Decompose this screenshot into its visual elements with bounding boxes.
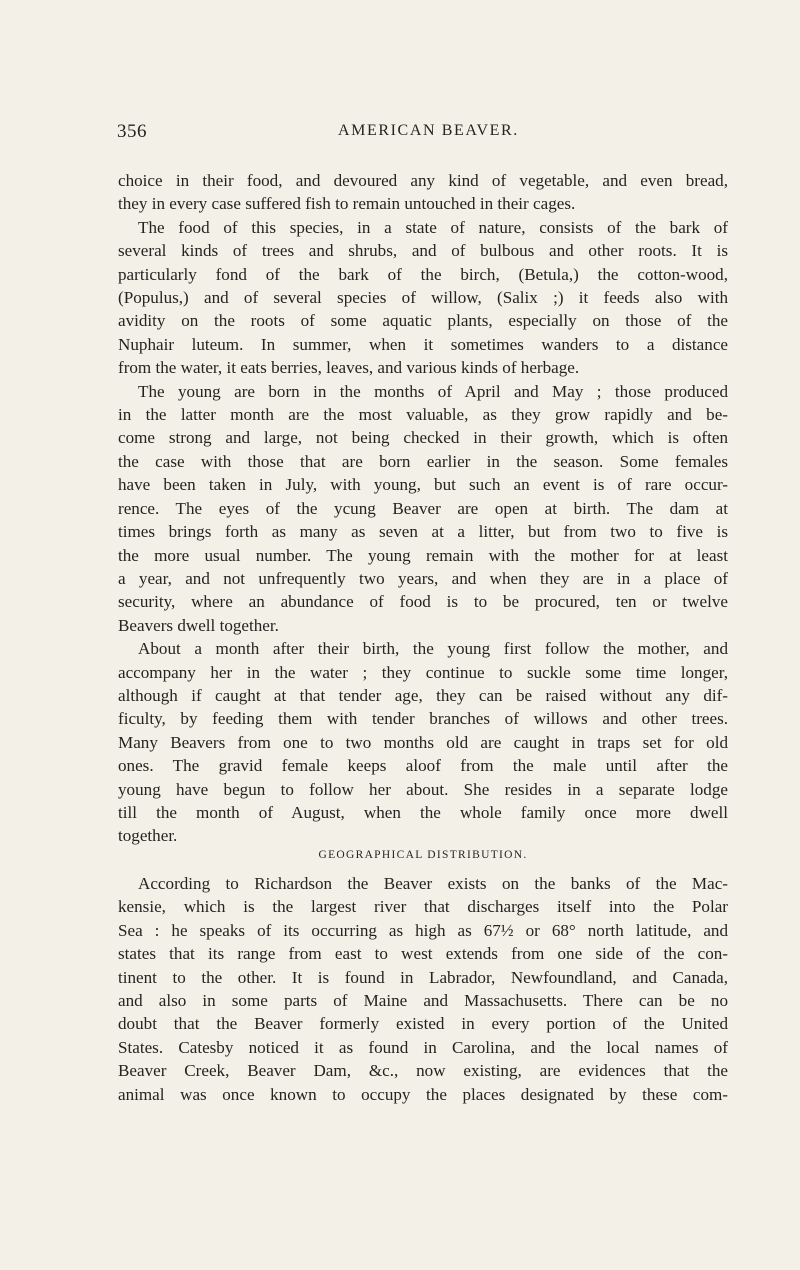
- text-line: According to Richardson the Beaver exists on the banks of the Mac-: [138, 874, 728, 893]
- text-line: Beaver Creek, Beaver Dam, &c., now existing, are evidences that the: [118, 1061, 728, 1081]
- text-line: avidity on the roots of some aquatic plants, especially on those of the: [118, 311, 728, 331]
- text-line: the case with those that are born earlier in the season. Some females: [118, 451, 728, 471]
- text-line: ones. The gravid female keeps aloof from the male until after the: [118, 756, 728, 776]
- text-line: young have begun to follow her about. She resides in a separate lodge: [118, 779, 728, 799]
- page-number: 356: [117, 121, 147, 142]
- text-line: the more usual number. The young remain with the mother for at least: [118, 545, 728, 565]
- text-line: Beavers dwell together.: [118, 615, 279, 635]
- text-line: have been taken in July, with young, but such an event is of rare occur-: [118, 475, 728, 495]
- body-text-geographical: [118, 872, 728, 1106]
- body-text: [118, 169, 728, 848]
- running-head: AMERICAN BEAVER.: [338, 122, 519, 139]
- text-line: although if caught at that tender age, they can be raised without any dif-: [118, 685, 728, 705]
- text-line: Many Beavers from one to two months old are caught in traps set for old: [118, 732, 728, 752]
- text-line: they in every case suffered fish to remain untouched in their cages.: [118, 194, 576, 214]
- text-line: till the month of August, when the whole family once more dwell: [118, 802, 728, 822]
- text-line: tinent to the other. It is found in Labrador, Newfoundland, and Canada,: [118, 967, 728, 987]
- text-line: and also in some parts of Maine and Massachusetts. There can be no: [118, 991, 728, 1011]
- text-line: a year, and not unfrequently two years, and when they are in a place of: [118, 568, 728, 588]
- text-line: come strong and large, not being checked in their growth, which is often: [118, 428, 728, 448]
- text-line: particularly fond of the bark of the birch, (Betula,) the cotton-wood,: [118, 264, 728, 284]
- text-line: The young are born in the months of April and May ; those produced: [138, 381, 728, 401]
- text-line: times brings forth as many as seven at a litter, but from two to five is: [118, 522, 728, 542]
- text-line: security, where an abundance of food is to be procured, ten or twelve: [118, 592, 728, 612]
- text-line: kensie, which is the largest river that discharges itself into the Polar: [118, 897, 728, 917]
- text-line: in the latter month are the most valuable, as they grow rapidly and be-: [118, 405, 728, 425]
- text-line: Nuphair luteum. In summer, when it sometimes wanders to a distance: [118, 334, 728, 354]
- text-line: ficulty, by feeding them with tender branches of willows and other trees.: [118, 709, 728, 729]
- text-line: several kinds of trees and shrubs, and of bulbous and other roots. It is: [118, 241, 728, 261]
- text-line: accompany her in the water ; they continue to suckle some time longer,: [118, 662, 728, 682]
- text-line: States. Catesby noticed it as found in Carolina, and the local names of: [118, 1037, 728, 1057]
- text-line: About a month after their birth, the young first follow the mother, and: [138, 639, 728, 659]
- text-line: (Populus,) and of several species of willow, (Salix ;) it feeds also with: [118, 288, 728, 308]
- text-line: states that its range from east to west extends from one side of the con-: [118, 944, 728, 964]
- text-line: choice in their food, and devoured any kind of vegetable, and even bread,: [118, 171, 728, 190]
- text-line: The food of this species, in a state of nature, consists of the bark of: [138, 217, 728, 237]
- page-header: [117, 121, 727, 145]
- text-line: Sea : he speaks of its occurring as high as 67½ or 68° north latitude, and: [118, 920, 728, 940]
- text-line: from the water, it eats berries, leaves, and various kinds of herbage.: [118, 358, 580, 378]
- section-heading: GEOGRAPHICAL DISTRIBUTION.: [318, 849, 528, 861]
- text-line: animal was once known to occupy the places designated by these com-: [118, 1084, 728, 1104]
- text-line: doubt that the Beaver formerly existed in every portion of the United: [118, 1014, 728, 1034]
- text-line: rence. The eyes of the ycung Beaver are open at birth. The dam at: [118, 498, 728, 518]
- text-line: together.: [118, 826, 178, 846]
